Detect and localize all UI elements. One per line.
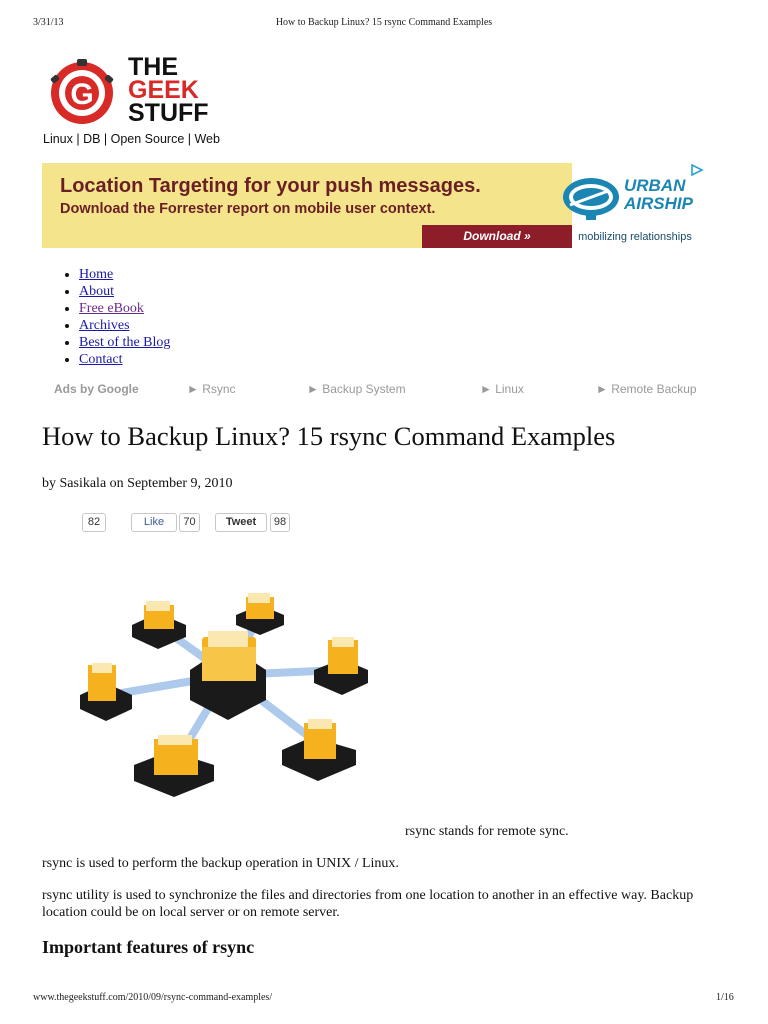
nav-link-contact[interactable]: Contact [79, 352, 123, 367]
node-right [314, 637, 368, 695]
banner-brand-tagline: mobilizing relationships [578, 231, 692, 243]
image-caption: rsync stands for remote sync. [405, 824, 569, 839]
site-tagline: Linux | DB | Open Source | Web [43, 132, 220, 146]
node-bottom-left [134, 735, 214, 797]
banner-brand-line1: URBAN [624, 176, 686, 195]
print-page-number: 1/16 [716, 992, 734, 1003]
ad-link-backup-system[interactable]: ► Backup System [307, 382, 406, 396]
section-heading: Important features of rsync [42, 937, 255, 957]
banner-brand [624, 177, 693, 213]
like-count: 70 [179, 513, 200, 532]
print-page-title: How to Backup Linux? 15 rsync Command Examples [275, 17, 493, 28]
ad-link-linux[interactable]: ► Linux [480, 382, 524, 396]
node-top-right [236, 593, 284, 635]
nav-link-home[interactable]: Home [79, 267, 114, 282]
ad-link-remote-backup[interactable]: ► Remote Backup [596, 382, 697, 396]
ads-by-google-label: Ads by Google [54, 382, 139, 396]
banner-ad[interactable] [42, 163, 706, 248]
logo-text-the: THE [128, 53, 178, 81]
print-date: 3/31/13 [33, 17, 64, 28]
geek-stuff-logo-icon[interactable] [47, 56, 117, 126]
ad-link-rsync[interactable]: ► Rsync [187, 382, 236, 396]
nav-item-home [79, 266, 170, 283]
nav-item-best-of-blog [79, 334, 170, 351]
banner-brand-line2: AIRSHIP [624, 194, 693, 213]
plusone-count[interactable]: 82 [82, 513, 106, 532]
banner-headline: Location Targeting for your push messages. [60, 175, 481, 197]
banner-download-button[interactable]: Download » [422, 225, 572, 248]
main-nav [60, 266, 170, 368]
logo-text-stuff: STUFF [128, 99, 209, 127]
print-url: www.thegeekstuff.com/2010/09/rsync-command-examples/ [33, 992, 273, 1003]
nav-item-about [79, 283, 170, 300]
banner-subline: Download the Forrester report on mobile user context. [60, 201, 436, 217]
nav-link-best-of-blog[interactable]: Best of the Blog [79, 335, 171, 350]
adchoices-icon[interactable] [688, 163, 706, 177]
like-button[interactable] [131, 513, 177, 532]
tweet-button[interactable]: Tweet [215, 513, 267, 532]
nav-link-archives[interactable]: Archives [79, 318, 130, 333]
paragraph-2: rsync utility is used to synchronize the files and directories from one location to another in an effective way. Backup location could be on local server or on remote server. [42, 888, 694, 920]
nav-link-free-ebook[interactable]: Free eBook [79, 301, 144, 316]
blimp-icon [558, 171, 624, 227]
nav-item-free-ebook [79, 300, 170, 317]
like-button-label: Like [143, 516, 165, 528]
logo-text-geek: GEEK [128, 76, 199, 104]
nav-item-archives [79, 317, 170, 334]
tweet-count: 98 [270, 513, 290, 532]
nav-item-contact [79, 351, 170, 368]
nav-link-about[interactable]: About [79, 284, 114, 299]
hub-node [190, 631, 266, 720]
svg-text:G: G [70, 78, 94, 111]
network-folders-illustration [70, 585, 390, 815]
article-title: How to Backup Linux? 15 rsync Command Examples [42, 421, 616, 451]
article-byline: by Sasikala on September 9, 2010 [42, 476, 233, 491]
node-left [80, 663, 132, 721]
paragraph-1: rsync is used to perform the backup operation in UNIX / Linux. [42, 856, 399, 871]
